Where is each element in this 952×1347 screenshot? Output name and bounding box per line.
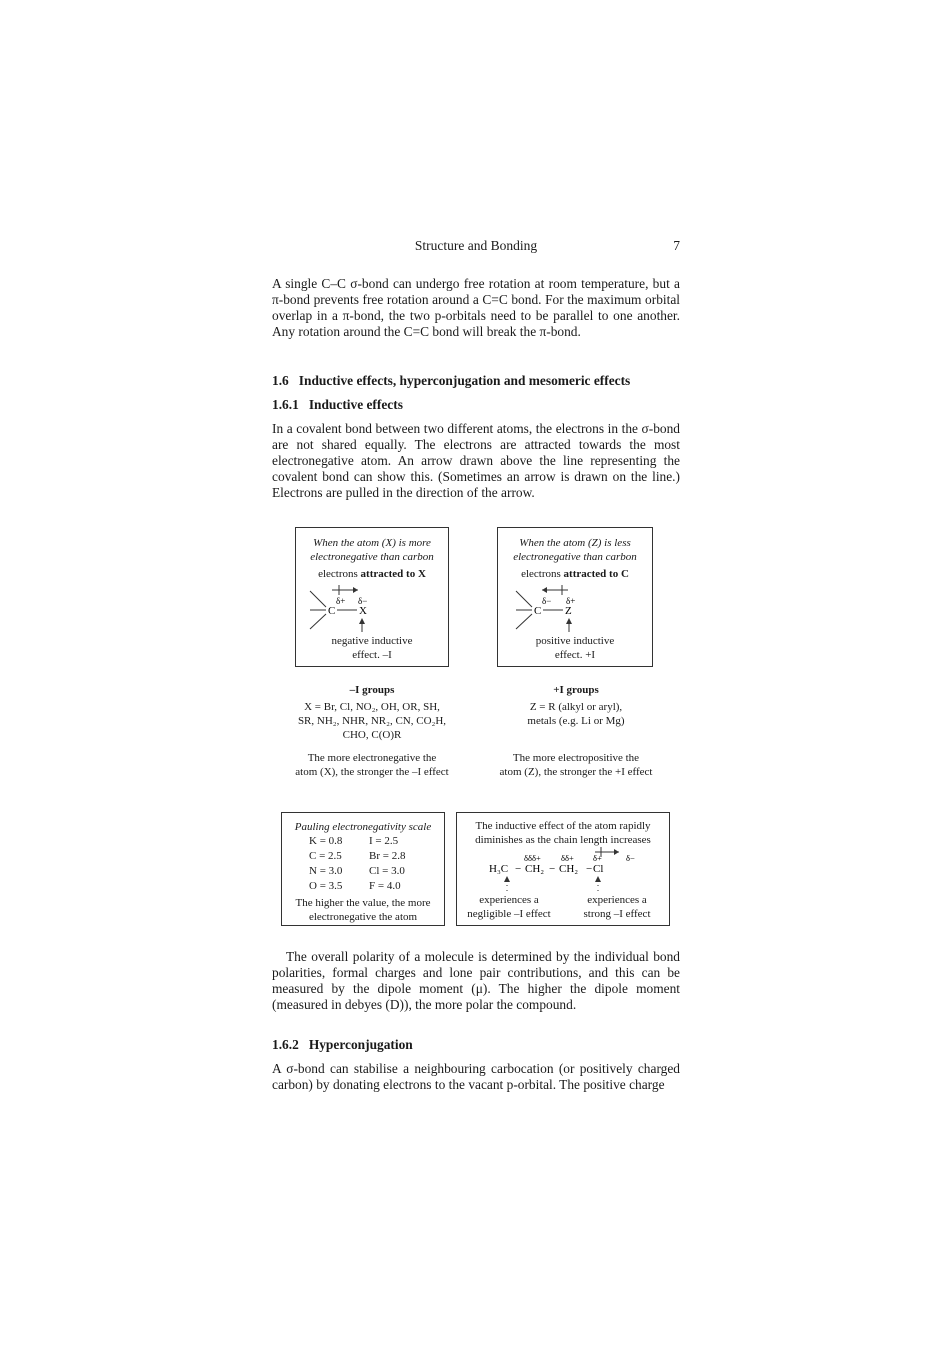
chain-dipole-arrow-head xyxy=(614,849,619,855)
right-box-title-2: electronegative than carbon xyxy=(513,551,637,563)
left-substituent-bond-3 xyxy=(310,614,326,629)
right-delta-z: δ+ xyxy=(566,596,576,606)
hyperconjugation-paragraph: A σ-bond can stabilise a neighbouring carbocation (or positively charged carbon) by donating electrons to the vacant p-orbital. The positive charge xyxy=(272,1061,680,1092)
pauling-scale-box xyxy=(281,812,445,926)
minus-i-heading: –I groups xyxy=(349,684,395,696)
chain-delta-2: δδ+ xyxy=(561,853,574,863)
chain-delta-4: δ− xyxy=(626,853,635,863)
pauling-row xyxy=(308,879,406,894)
pauling-cell: F = 4.0 xyxy=(369,880,401,892)
right-pointer-head xyxy=(566,618,572,624)
chain-atom-3: CH₂ xyxy=(559,863,579,875)
subsection-heading-inductive: 1.6.1 Inductive effects xyxy=(272,397,403,412)
chain-atom-4: Cl xyxy=(593,863,604,875)
right-box-caption-1: positive inductive xyxy=(535,635,615,647)
section-heading: 1.6 Inductive effects, hyperconjugation and mesomeric effects xyxy=(272,373,631,388)
left-box-attract xyxy=(296,567,448,581)
left-atom-x: X xyxy=(359,605,367,617)
plus-i-note-2: atom (Z), the stronger the +I effect xyxy=(499,766,653,778)
page-number: 7 xyxy=(673,238,680,253)
chain-bond-3: − xyxy=(586,863,593,875)
left-box-title-1: When the atom (X) is more xyxy=(313,537,431,549)
minus-i-line-1: X = Br, Cl, NO₂, OH, OR, SH, xyxy=(304,701,440,713)
right-box-caption-2: effect. +I xyxy=(554,649,596,661)
pauling-cell: C = 2.5 xyxy=(309,850,342,862)
minus-i-note-2: atom (X), the stronger the –I effect xyxy=(295,766,449,778)
chain-delta-1: δδδ+ xyxy=(524,853,541,863)
pauling-cell: I = 2.5 xyxy=(369,835,399,847)
pauling-cell: N = 3.0 xyxy=(309,865,343,877)
polarity-paragraph: The overall polarity of a molecule is determined by the individual bond polarities, formal charges and lone pair contributions, and this can be measured by the dipole moment (μ). The higher the dipole moment (measured in debyes (D)), the more polar the compound. xyxy=(272,949,680,1012)
pauling-note-1: The higher the value, the more xyxy=(295,897,431,909)
right-attract-prefix: electrons xyxy=(521,568,564,580)
right-box-attract xyxy=(498,567,652,581)
right-delta-c: δ− xyxy=(542,596,552,606)
pauling-cell: Cl = 3.0 xyxy=(369,865,405,877)
pauling-cell: K = 0.8 xyxy=(309,835,343,847)
chain-left-caption-2: negligible –I effect xyxy=(467,908,551,920)
right-attract-bold: attracted to C xyxy=(563,568,629,580)
chain-atom-1: H₃C xyxy=(489,863,509,875)
left-box-caption-1: negative inductive xyxy=(331,635,413,647)
minus-i-note-1: The more electronegative the xyxy=(307,752,437,764)
chain-right-caption-2: strong –I effect xyxy=(583,908,651,920)
minus-i-line-3: CHO, C(O)R xyxy=(342,729,402,741)
negative-inductive-box xyxy=(295,527,449,667)
left-attract-prefix: electrons xyxy=(318,568,361,580)
minus-i-groups xyxy=(272,683,472,779)
plus-i-note-1: The more electropositive the xyxy=(512,752,640,764)
plus-i-line-1: Z = R (alkyl or aryl), xyxy=(529,701,623,713)
right-box-title-1: When the atom (Z) is less xyxy=(519,537,631,549)
chain-delta-3: δ+ xyxy=(593,853,602,863)
plus-i-line-2: metals (e.g. Li or Mg) xyxy=(527,715,625,727)
chain-bond-2: − xyxy=(549,863,556,875)
chain-diagram xyxy=(457,847,669,899)
intro-paragraph: A single C–C σ-bond can undergo free rotation at room temperature, but a π-bond prevents free rotation around a C=C bond. For the maximum orbital overlap in a π-bond, the two p-orbitals need to be parallel to one another. Any rotation around the C=C bond will break the π-bond. xyxy=(272,276,680,339)
left-substituent-bond-1 xyxy=(310,591,326,607)
pauling-row xyxy=(308,849,406,864)
chain-length-box xyxy=(456,812,670,926)
minus-i-line-2: SR, NH₂, NHR, NR₂, CN, CO₂H, xyxy=(297,715,447,727)
pauling-row xyxy=(308,864,406,879)
left-bond-diagram xyxy=(306,584,440,634)
chain-atom-2: CH₂ xyxy=(525,863,545,875)
pauling-title: Pauling electronegativity scale xyxy=(294,821,432,833)
left-attract-bold: attracted to X xyxy=(360,568,426,580)
pauling-table xyxy=(308,834,406,894)
left-pointer-head xyxy=(359,618,365,624)
pauling-cell: O = 3.5 xyxy=(309,880,343,892)
inductive-paragraph: In a covalent bond between two different atoms, the electrons in the σ-bond are not shared equally. The electrons are attracted towards the most electronegative atom. An arrow drawn above the line representing the covalent bond can show this. (Sometimes an arrow is drawn on the line.) Electrons are pulled in the direction of the arrow. xyxy=(272,421,680,500)
chain-left-pointer-head xyxy=(504,876,510,882)
right-substituent-bond-3 xyxy=(516,614,532,629)
running-header: Structure and Bonding xyxy=(414,238,538,253)
pauling-cell: Br = 2.8 xyxy=(369,850,406,862)
plus-i-groups xyxy=(476,683,676,779)
pauling-note-2: electronegative the atom xyxy=(308,911,418,923)
plus-i-heading: +I groups xyxy=(553,684,599,696)
right-atom-c: C xyxy=(534,605,542,617)
right-bond-diagram xyxy=(512,584,646,634)
pauling-row xyxy=(308,834,406,849)
left-atom-c: C xyxy=(328,605,336,617)
chain-title-1: The inductive effect of the atom rapidly xyxy=(475,820,651,832)
right-atom-z: Z xyxy=(565,605,572,617)
right-substituent-bond-1 xyxy=(516,591,532,607)
chain-title-2: diminishes as the chain length increases xyxy=(475,834,651,846)
chain-right-pointer-head xyxy=(595,876,601,882)
right-dipole-arrow-head xyxy=(542,587,547,593)
left-box-caption-2: effect. –I xyxy=(352,649,392,661)
subsection-heading-hyperconjugation: 1.6.2 Hyperconjugation xyxy=(272,1037,413,1052)
left-dipole-arrow-head xyxy=(353,587,358,593)
chain-left-caption-1: experiences a xyxy=(479,894,539,906)
positive-inductive-box xyxy=(497,527,653,667)
left-box-title-2: electronegative than carbon xyxy=(310,551,434,563)
chain-bond-1: − xyxy=(515,863,522,875)
chain-right-caption-1: experiences a xyxy=(587,894,647,906)
left-delta-c: δ+ xyxy=(336,596,346,606)
left-delta-x: δ− xyxy=(358,596,368,606)
